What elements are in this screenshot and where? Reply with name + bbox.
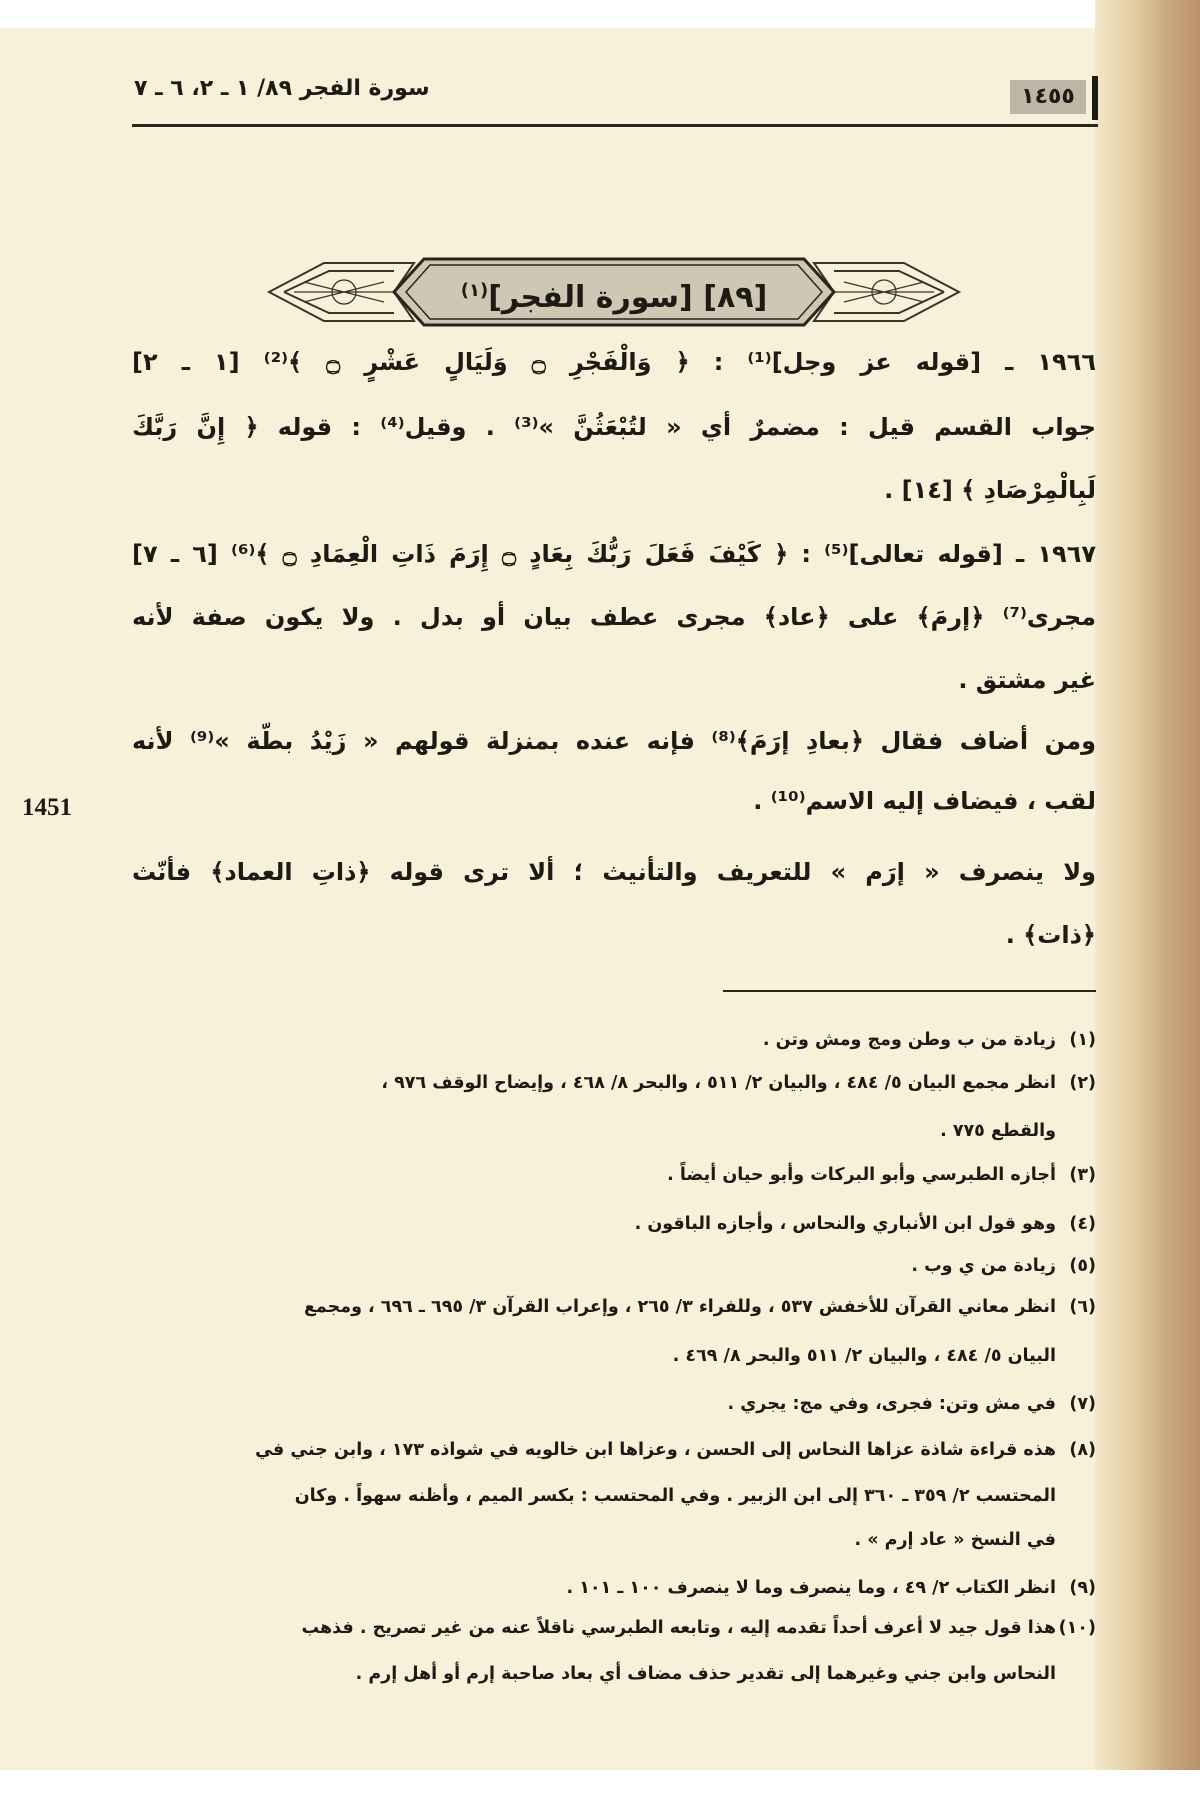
footnote-number: (٥) <box>1069 1256 1096 1276</box>
entry-1967: ١٩٦٧ ـ [قوله تعالى]⁽⁵⁾ : ﴿ كَيْفَ فَعَلَ رَبُّكَ بِعَادٍ ۝ إِرَمَ ذَاتِ الْعِمَادِ ۝ ﴾⁽⁶⁾ [٦ ـ ٧] <box>132 540 1096 568</box>
margin-page-reference: 1451 <box>22 794 72 821</box>
footnote-text: في مش وتن: فجرى، وفي مج: يجري . <box>727 1394 1056 1414</box>
entry-1966: ١٩٦٦ ـ [قوله عز وجل]⁽¹⁾ : ﴿ وَالْفَجْرِ ۝ وَلَيَالٍ عَشْرٍ ۝ ﴾⁽²⁾ [١ ـ ٢] <box>132 348 1096 376</box>
surah-banner <box>264 255 964 329</box>
footnote-number: (١) <box>1069 1030 1096 1050</box>
body-line: جواب القسم قيل : مضمرٌ أي « لتُبْعَثُنَّ »⁽³⁾ . وقيل⁽⁴⁾ : قوله ﴿ إِنَّ رَبَّكَ <box>132 413 1096 441</box>
footnote-text: انظر مجمع البيان ٥/ ٤٨٤ ، والبيان ٢/ ٥١١ ، والبحر ٨/ ٤٦٨ ، وإيضاح الوقف ٩٧٦ ، <box>381 1073 1056 1093</box>
footnote-number: (٢) <box>1069 1073 1096 1093</box>
footnote-4 <box>132 1214 1096 1234</box>
footnote-number: (١٠) <box>1058 1618 1096 1638</box>
footnote-number: (٣) <box>1069 1165 1096 1185</box>
footnote-text: هذه قراءة شاذة عزاها النحاس إلى الحسن ، وعزاها ابن خالويه في شواذه ١٧٣ ، وابن جني في <box>255 1440 1056 1460</box>
footnote-number: (٦) <box>1069 1297 1096 1317</box>
body-line: لقب ، فيضاف إليه الاسم⁽¹⁰⁾ . <box>753 787 1096 815</box>
footnote-6 <box>132 1297 1096 1317</box>
footnote-2-cont: والقطع ٧٧٥ . <box>940 1121 1056 1141</box>
footnote-7 <box>132 1394 1096 1414</box>
footnote-number: (٧) <box>1069 1394 1096 1414</box>
footnote-9 <box>132 1578 1096 1598</box>
surah-title <box>399 261 829 321</box>
footnote-text: انظر الكتاب ٢/ ٤٩ ، وما ينصرف وما لا ينصرف ١٠٠ ـ ١٠١ . <box>566 1578 1056 1598</box>
header-bar <box>1092 76 1098 120</box>
footnote-text: زيادة من ب وطن ومج ومش وتن . <box>762 1030 1056 1050</box>
header-rule <box>132 124 1098 127</box>
footnote-text: أجازه الطبرسي وأبو البركات وأبو حيان أيضاً . <box>667 1165 1056 1185</box>
body-line: ولا ينصرف « إرَم » للتعريف والتأنيث ؛ ألا ترى قوله ﴿ذاتِ العماد﴾ فأنّث <box>132 858 1096 886</box>
footnote-8-cont: في النسخ « عاد إرم » . <box>854 1530 1056 1550</box>
body-line: لَبِالْمِرْصَادِ ﴾ [١٤] . <box>884 476 1096 504</box>
footnote-number: (٩) <box>1069 1578 1096 1598</box>
page-number: ١٤٥٥ <box>1010 80 1086 114</box>
footnote-rule <box>723 990 1096 992</box>
footnote-6-cont: البيان ٥/ ٤٨٤ ، والبيان ٢/ ٥١١ والبحر ٨/ ٤٦٩ . <box>672 1346 1056 1366</box>
surah-title-text: [٨٩] [سورة الفجر] <box>488 280 768 315</box>
footnote-text: انظر معاني القرآن للأخفش ٥٣٧ ، وللفراء ٣/ ٢٦٥ ، وإعراب القرآن ٣/ ٦٩٥ ـ ٦٩٦ ، ومجمع <box>303 1297 1056 1317</box>
footnote-5 <box>132 1256 1096 1276</box>
footnote-10-cont: النحاس وابن جني وغيرهما إلى تقدير حذف مضاف أي بعاد صاحبة إرم أو أهل إرم . <box>355 1664 1056 1684</box>
footnote-2 <box>132 1073 1096 1093</box>
footnote-number: (٨) <box>1069 1440 1096 1460</box>
running-title: سورة الفجر ٨٩/ ١ ـ ٢، ٦ ـ ٧ <box>134 76 430 101</box>
footnote-text: وهو قول ابن الأنباري والنحاس ، وأجازه الباقون . <box>634 1214 1056 1234</box>
footnote-text: هذا قول جيد لا أعرف أحداً تقدمه إليه ، وتابعه الطبرسي ناقلاً عنه من غير تصريح . فذهب <box>301 1618 1056 1638</box>
footnote-8 <box>132 1440 1096 1460</box>
page-gutter-shadow <box>1095 0 1200 1770</box>
footnote-number: (٤) <box>1069 1214 1096 1234</box>
body-line: غير مشتق . <box>958 666 1096 694</box>
footnote-text: زيادة من ي وب . <box>911 1256 1056 1276</box>
body-line: ومن أضاف فقال ﴿بعادِ إرَمَ﴾⁽⁸⁾ فإنه عنده بمنزلة قولهم « زَيْدُ بطّة »⁽⁹⁾ لأنه <box>132 727 1096 755</box>
footnote-8-cont: المحتسب ٢/ ٣٥٩ ـ ٣٦٠ إلى ابن الزبير . وفي المحتسب : بكسر الميم ، وأظنه سهواً . وكان <box>294 1486 1056 1506</box>
body-line: ﴿ذات﴾ . <box>1005 921 1096 949</box>
scan-border <box>0 0 1200 28</box>
body-line: مجرى⁽⁷⁾ ﴿إرمَ﴾ على ﴿عاد﴾ مجرى عطف بيان أو بدل . ولا يكون صفة لأنه <box>132 603 1096 631</box>
footnote-3 <box>132 1165 1096 1185</box>
footnote-10 <box>132 1618 1096 1638</box>
footnote-1 <box>132 1030 1096 1050</box>
footnote-ref: (١) <box>460 280 489 301</box>
